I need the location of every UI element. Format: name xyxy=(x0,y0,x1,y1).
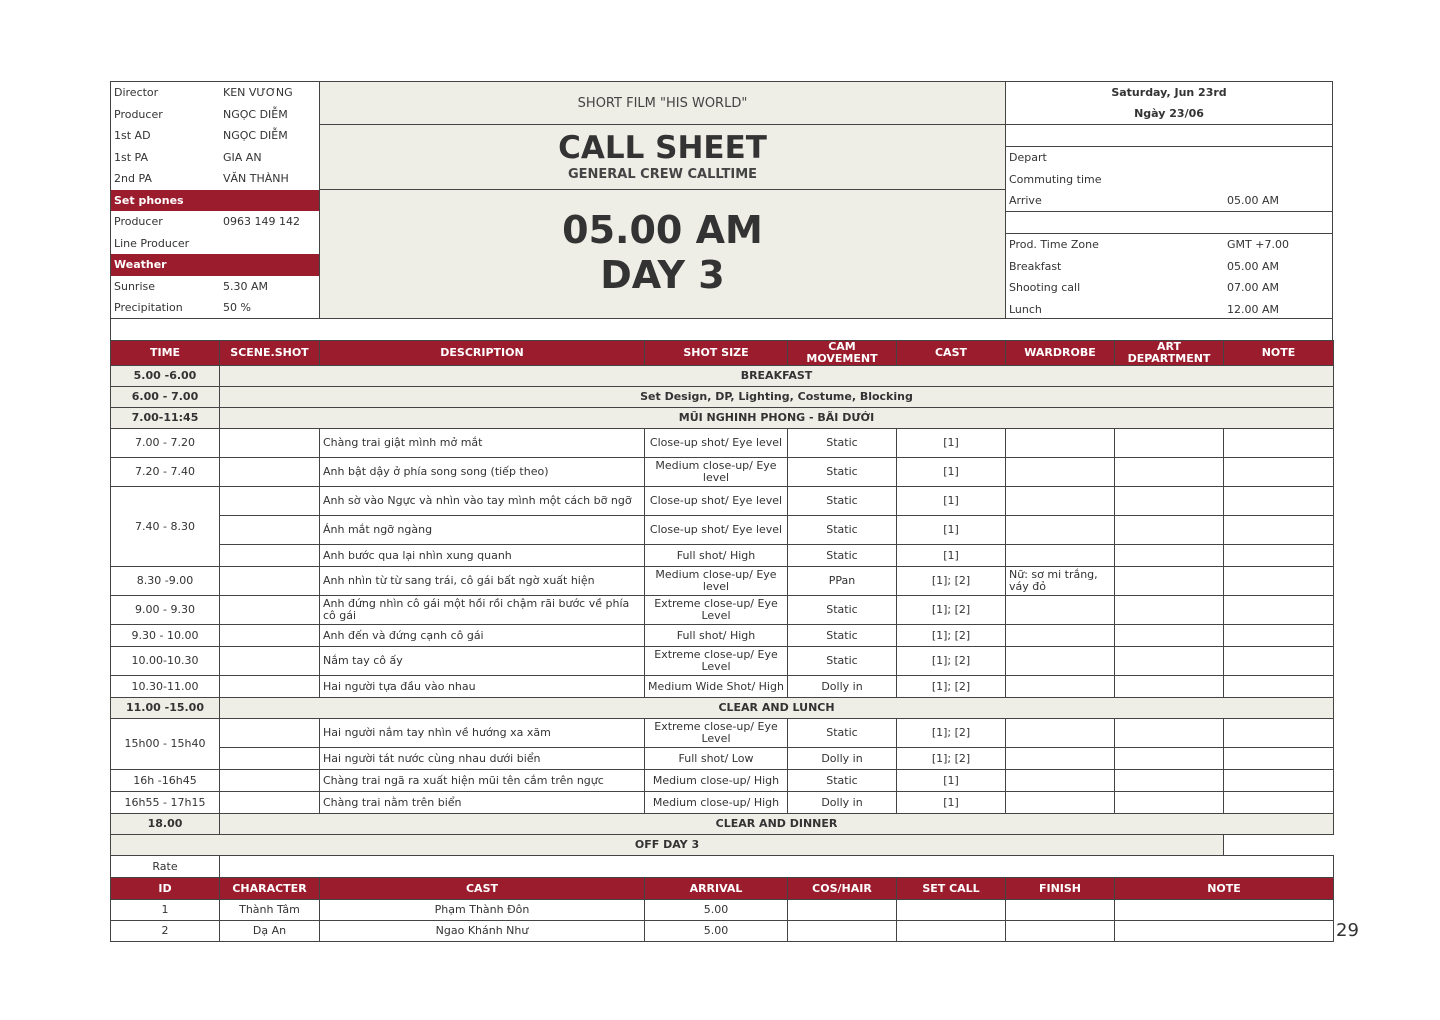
info-value: 12.00 AM xyxy=(1227,302,1280,316)
spacer-row xyxy=(1005,124,1333,147)
shot-size: Extreme close-up/ Eye Level xyxy=(645,647,788,676)
cam-movement: Static xyxy=(788,429,897,458)
wardrobe xyxy=(1006,625,1115,647)
column-header: NOTE xyxy=(1115,878,1334,900)
shot-cast: [1]; [2] xyxy=(897,567,1006,596)
shot-row xyxy=(111,647,1334,676)
date-vi: Ngày 23/06 xyxy=(1134,107,1204,120)
scene-shot xyxy=(220,770,320,792)
shot-cast: [1] xyxy=(897,458,1006,487)
shot-row xyxy=(111,748,1334,770)
note xyxy=(1224,567,1334,596)
page-number: 29 xyxy=(1336,920,1359,941)
shot-time: 15h00 - 15h40 xyxy=(111,719,220,770)
wardrobe xyxy=(1006,770,1115,792)
schedule-table xyxy=(110,340,1334,878)
shot-time: 16h55 - 17h15 xyxy=(111,792,220,814)
cam-movement: Dolly in xyxy=(788,676,897,698)
scene-shot xyxy=(220,625,320,647)
crew-row xyxy=(111,125,319,147)
row-label: Director xyxy=(114,86,159,99)
cam-movement: Static xyxy=(788,647,897,676)
section-label: Set Design, DP, Lighting, Costume, Blocking xyxy=(220,387,1334,408)
note xyxy=(1224,676,1334,698)
row-value: KEN VƯƠNG xyxy=(223,86,293,99)
row-value: NGỌC DIỄM xyxy=(223,107,288,121)
info-label: Depart xyxy=(1009,151,1047,164)
actor-name: Ngao Khánh Như xyxy=(320,921,645,942)
set-call xyxy=(897,921,1006,942)
column-header: COS/HAIR xyxy=(788,878,897,900)
shot-row xyxy=(111,516,1334,545)
art-department xyxy=(1115,719,1224,748)
wardrobe xyxy=(1006,458,1115,487)
cast-row xyxy=(111,900,1334,921)
info-label: Shooting call xyxy=(1009,281,1081,294)
scene-shot xyxy=(220,719,320,748)
spacer-row-2 xyxy=(1005,211,1333,234)
shot-row xyxy=(111,545,1334,567)
column-header: SCENE.SHOT xyxy=(220,341,320,366)
row-value: 5.30 AM xyxy=(223,279,269,293)
crew-panel xyxy=(110,81,320,319)
art-department xyxy=(1115,567,1224,596)
row-value: NGỌC DIỄM xyxy=(223,129,288,142)
cam-movement: Static xyxy=(788,625,897,647)
row-label: Producer xyxy=(114,107,163,121)
info-row xyxy=(1006,277,1332,299)
shot-row xyxy=(111,429,1334,458)
shot-row xyxy=(111,625,1334,647)
wardrobe xyxy=(1006,429,1115,458)
shoot-day: DAY 3 xyxy=(600,253,725,297)
note xyxy=(1224,770,1334,792)
shot-size: Close-up shot/ Eye level xyxy=(645,487,788,516)
off-day-row xyxy=(111,835,1334,856)
info-row xyxy=(1006,190,1332,212)
column-header: WARDROBE xyxy=(1006,341,1115,366)
shot-cast: [1]; [2] xyxy=(897,676,1006,698)
cam-movement: Dolly in xyxy=(788,748,897,770)
shot-cast: [1] xyxy=(897,516,1006,545)
weather-label: Weather xyxy=(111,254,319,276)
shot-cast: [1]; [2] xyxy=(897,719,1006,748)
shot-description: Chàng trai ngã ra xuất hiện mũi tên cắm trên ngực xyxy=(320,770,645,792)
section-time: 11.00 -15.00 xyxy=(111,698,220,719)
crew-row xyxy=(111,82,319,104)
column-header: CAST xyxy=(320,878,645,900)
general-calltime: 05.00 AM xyxy=(562,208,763,252)
shot-row xyxy=(111,792,1334,814)
art-department xyxy=(1115,748,1224,770)
travel-box xyxy=(1005,146,1333,212)
row-value: VĂN THÀNH xyxy=(223,172,289,185)
art-department xyxy=(1115,487,1224,516)
cam-movement: Static xyxy=(788,770,897,792)
info-row xyxy=(1006,147,1332,169)
info-value: 07.00 AM xyxy=(1227,281,1280,294)
shot-description: Anh bước qua lại nhìn xung quanh xyxy=(320,545,645,567)
shot-time: 10.00-10.30 xyxy=(111,647,220,676)
cast-id: 1 xyxy=(111,900,220,921)
column-header: TIME xyxy=(111,341,220,366)
sheet-subtitle: GENERAL CREW CALLTIME xyxy=(567,167,758,182)
wardrobe xyxy=(1006,748,1115,770)
column-header: NOTE xyxy=(1224,341,1334,366)
cam-movement: Static xyxy=(788,596,897,625)
art-department xyxy=(1115,545,1224,567)
section-row xyxy=(111,366,1334,387)
note xyxy=(1224,792,1334,814)
shot-time: 7.00 - 7.20 xyxy=(111,429,220,458)
cast-row xyxy=(111,921,1334,942)
note xyxy=(1224,429,1334,458)
shot-row xyxy=(111,719,1334,748)
shot-size: Full shot/ High xyxy=(645,545,788,567)
section-label: BREAKFAST xyxy=(220,366,1334,387)
cam-movement: PPan xyxy=(788,567,897,596)
date-en: Saturday, Jun 23rd xyxy=(1111,86,1227,99)
shot-cast: [1] xyxy=(897,792,1006,814)
shot-description: Nắm tay cô ấy xyxy=(320,647,645,676)
column-header: DESCRIPTION xyxy=(320,341,645,366)
shot-time: 9.00 - 9.30 xyxy=(111,596,220,625)
shot-cast: [1]; [2] xyxy=(897,748,1006,770)
set-phones-label: Set phones xyxy=(111,190,319,212)
section-row xyxy=(111,387,1334,408)
row-value: GIA AN xyxy=(223,150,262,164)
wardrobe: Nữ: sơ mi trắng, váy đỏ xyxy=(1006,567,1115,596)
weather-row xyxy=(111,276,319,298)
shot-time: 9.30 - 10.00 xyxy=(111,625,220,647)
shot-row xyxy=(111,676,1334,698)
cos-hair xyxy=(788,921,897,942)
info-label: Prod. Time Zone xyxy=(1009,238,1099,251)
note xyxy=(1115,921,1334,942)
shot-time: 7.20 - 7.40 xyxy=(111,458,220,487)
shot-size: Medium close-up/ High xyxy=(645,770,788,792)
wardrobe xyxy=(1006,719,1115,748)
shot-description: Chàng trai nằm trên biển xyxy=(320,792,645,814)
shot-description: Chàng trai giật mình mở mắt xyxy=(320,429,645,458)
section-row xyxy=(111,698,1334,719)
crew-row xyxy=(111,147,319,169)
shot-size: Medium close-up/ High xyxy=(645,792,788,814)
sheet-title: CALL SHEET xyxy=(558,130,767,166)
shot-cast: [1] xyxy=(897,770,1006,792)
header-block xyxy=(110,81,1333,319)
column-header: CAST xyxy=(897,341,1006,366)
column-header: SHOT SIZE xyxy=(645,341,788,366)
cam-movement: Static xyxy=(788,487,897,516)
character-name: Thành Tâm xyxy=(220,900,320,921)
shot-cast: [1] xyxy=(897,429,1006,458)
art-department xyxy=(1115,647,1224,676)
scene-shot xyxy=(220,596,320,625)
note xyxy=(1224,596,1334,625)
shot-description: Anh nhìn từ từ sang trái, cô gái bất ngờ xuất hiện xyxy=(320,567,645,596)
rate-row xyxy=(111,856,1334,878)
shot-description: Hai người tựa đầu vào nhau xyxy=(320,676,645,698)
row-value: 50 % xyxy=(223,301,251,314)
actor-name: Phạm Thành Đôn xyxy=(320,900,645,921)
shot-row xyxy=(111,596,1334,625)
row-label: 2nd PA xyxy=(114,172,152,185)
row-label: 1st PA xyxy=(114,150,148,164)
shot-description: Ánh mắt ngỡ ngàng xyxy=(320,516,645,545)
row-label: Line Producer xyxy=(114,236,190,250)
info-label: Breakfast xyxy=(1009,259,1062,273)
shot-time: 16h -16h45 xyxy=(111,770,220,792)
shot-description: Hai người nắm tay nhìn về hướng xa xăm xyxy=(320,719,645,748)
info-row xyxy=(1006,299,1332,320)
blank-cell xyxy=(1224,835,1334,856)
art-department xyxy=(1115,770,1224,792)
cast-table xyxy=(110,877,1334,942)
wardrobe xyxy=(1006,647,1115,676)
shot-description: Anh đến và đứng cạnh cô gái xyxy=(320,625,645,647)
art-department xyxy=(1115,458,1224,487)
info-label: Lunch xyxy=(1009,302,1042,316)
character-name: Dạ An xyxy=(220,921,320,942)
shot-cast: [1] xyxy=(897,545,1006,567)
call-sheet-title-box xyxy=(319,124,1006,190)
note xyxy=(1224,487,1334,516)
scene-shot xyxy=(220,792,320,814)
scene-shot xyxy=(220,676,320,698)
scene-shot xyxy=(220,647,320,676)
info-row xyxy=(1006,169,1332,191)
cam-movement: Static xyxy=(788,545,897,567)
phone-row xyxy=(111,211,319,233)
section-row xyxy=(111,814,1334,835)
info-label: Commuting time xyxy=(1009,172,1102,186)
column-header: CAM MOVEMENT xyxy=(788,341,897,366)
cam-movement: Static xyxy=(788,719,897,748)
finish xyxy=(1006,921,1115,942)
section-label: MŨI NGHINH PHONG - BÃI DƯỚI xyxy=(220,408,1334,429)
cast-header-row xyxy=(111,878,1334,900)
column-header: ID xyxy=(111,878,220,900)
scene-shot xyxy=(220,429,320,458)
wardrobe xyxy=(1006,516,1115,545)
schedule-header-row xyxy=(111,341,1334,366)
cam-movement: Static xyxy=(788,458,897,487)
scene-shot xyxy=(220,748,320,770)
row-value xyxy=(220,233,223,255)
shot-size: Full shot/ Low xyxy=(645,748,788,770)
shot-row xyxy=(111,770,1334,792)
art-department xyxy=(1115,516,1224,545)
cos-hair xyxy=(788,900,897,921)
rate-label: Rate xyxy=(111,856,220,878)
row-label: Producer xyxy=(114,215,163,228)
info-row xyxy=(1006,256,1332,278)
note xyxy=(1224,516,1334,545)
note xyxy=(1224,625,1334,647)
shot-row xyxy=(111,567,1334,596)
row-label: 1st AD xyxy=(114,129,151,142)
scene-shot xyxy=(220,487,320,516)
column-header: FINISH xyxy=(1006,878,1115,900)
shot-size: Extreme close-up/ Eye Level xyxy=(645,719,788,748)
shot-size: Medium Wide Shot/ High xyxy=(645,676,788,698)
section-time: 7.00-11:45 xyxy=(111,408,220,429)
row-label: Sunrise xyxy=(114,279,156,293)
shot-size: Close-up shot/ Eye level xyxy=(645,429,788,458)
wardrobe xyxy=(1006,596,1115,625)
column-header: SET CALL xyxy=(897,878,1006,900)
blank-row xyxy=(110,318,1333,341)
shot-description: Hai người tát nước cùng nhau dưới biển xyxy=(320,748,645,770)
wardrobe xyxy=(1006,545,1115,567)
shot-size: Full shot/ High xyxy=(645,625,788,647)
column-header: ART DEPARTMENT xyxy=(1115,341,1224,366)
off-day-label: OFF DAY 3 xyxy=(111,835,1224,856)
set-call xyxy=(897,900,1006,921)
section-time: 6.00 - 7.00 xyxy=(111,387,220,408)
crew-row xyxy=(111,104,319,126)
shot-cast: [1] xyxy=(897,487,1006,516)
note xyxy=(1115,900,1334,921)
wardrobe xyxy=(1006,487,1115,516)
note xyxy=(1224,748,1334,770)
shot-cast: [1]; [2] xyxy=(897,647,1006,676)
info-value: 05.00 AM xyxy=(1227,194,1280,207)
info-row xyxy=(1006,234,1332,256)
art-department xyxy=(1115,792,1224,814)
date-box xyxy=(1005,81,1333,125)
art-department xyxy=(1115,429,1224,458)
shot-cast: [1]; [2] xyxy=(897,596,1006,625)
info-value xyxy=(1224,147,1227,169)
cam-movement: Static xyxy=(788,516,897,545)
info-value: 05.00 AM xyxy=(1227,259,1280,273)
note xyxy=(1224,545,1334,567)
section-time: 5.00 -6.00 xyxy=(111,366,220,387)
weather-row xyxy=(111,297,319,319)
scene-shot xyxy=(220,458,320,487)
section-row xyxy=(111,408,1334,429)
scene-shot xyxy=(220,567,320,596)
crew-row xyxy=(111,168,319,190)
shot-size: Extreme close-up/ Eye Level xyxy=(645,596,788,625)
shot-description: Anh đứng nhìn cô gái một hồi rồi chậm rãi bước về phía cô gái xyxy=(320,596,645,625)
shot-time: 8.30 -9.00 xyxy=(111,567,220,596)
wardrobe xyxy=(1006,676,1115,698)
shot-size: Medium close-up/ Eye level xyxy=(645,567,788,596)
row-label: Precipitation xyxy=(114,301,183,314)
note xyxy=(1224,719,1334,748)
row-value: 0963 149 142 xyxy=(223,215,300,228)
shot-cast: [1]; [2] xyxy=(897,625,1006,647)
finish xyxy=(1006,900,1115,921)
cast-id: 2 xyxy=(111,921,220,942)
column-header: CHARACTER xyxy=(220,878,320,900)
note xyxy=(1224,458,1334,487)
phone-row xyxy=(111,233,319,255)
shot-time: 7.40 - 8.30 xyxy=(111,487,220,567)
section-label: CLEAR AND DINNER xyxy=(220,814,1334,835)
film-title: SHORT FILM "HIS WORLD" xyxy=(319,81,1006,125)
cam-movement: Dolly in xyxy=(788,792,897,814)
wardrobe xyxy=(1006,792,1115,814)
info-label: Arrive xyxy=(1009,194,1042,207)
art-department xyxy=(1115,596,1224,625)
shot-description: Anh sờ vào Ngực và nhìn vào tay mình một cách bỡ ngỡ xyxy=(320,487,645,516)
scene-shot xyxy=(220,516,320,545)
section-label: CLEAR AND LUNCH xyxy=(220,698,1334,719)
note xyxy=(1224,647,1334,676)
info-value: GMT +7.00 xyxy=(1227,238,1289,251)
shot-time: 10.30-11.00 xyxy=(111,676,220,698)
scene-shot xyxy=(220,545,320,567)
arrival-time: 5.00 xyxy=(645,921,788,942)
column-header: ARRIVAL xyxy=(645,878,788,900)
info-value xyxy=(1224,169,1227,191)
shot-row xyxy=(111,487,1334,516)
art-department xyxy=(1115,625,1224,647)
schedule-box xyxy=(1005,233,1333,319)
rate-value xyxy=(220,856,1334,878)
section-time: 18.00 xyxy=(111,814,220,835)
art-department xyxy=(1115,676,1224,698)
shot-size: Close-up shot/ Eye level xyxy=(645,516,788,545)
shot-size: Medium close-up/ Eye level xyxy=(645,458,788,487)
calltime-box xyxy=(319,189,1006,319)
call-sheet xyxy=(110,81,1333,942)
arrival-time: 5.00 xyxy=(645,900,788,921)
shot-description: Anh bật dậy ở phía song song (tiếp theo) xyxy=(320,458,645,487)
shot-row xyxy=(111,458,1334,487)
